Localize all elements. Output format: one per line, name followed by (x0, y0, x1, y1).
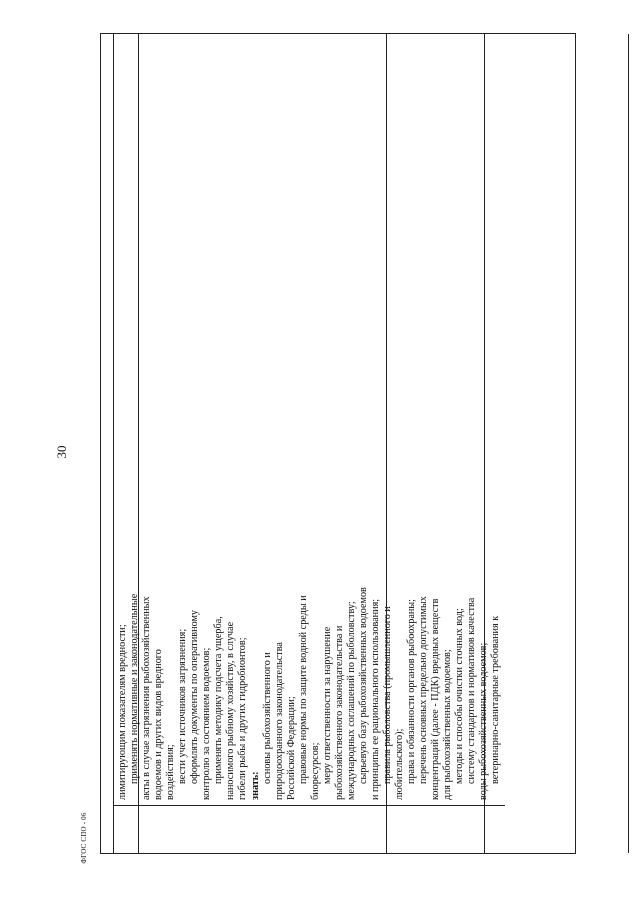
text-line: и принципы ее рационального использования; (369, 598, 381, 800)
standards-table (100, 33, 576, 854)
text-line: биоресурсов; (309, 742, 321, 800)
text-line: лимитирующим показателям вредности; (117, 624, 128, 800)
table-row-top-edge (101, 34, 114, 853)
text-line: контролю за состоянием водоемов; (201, 647, 213, 800)
text-line: природоохранного законодательства (273, 642, 285, 800)
text-line: водоемов и других видов вредного (153, 649, 165, 800)
page-number: 30 (54, 445, 69, 459)
text-line: систему стандартов и нормативов качества (466, 597, 478, 784)
table-cell-column-3 (139, 34, 387, 853)
text-line: любительского); (394, 728, 406, 800)
text-line: оформлять документы по оперативному (189, 609, 201, 784)
text-line: применять нормативные и законодательные (129, 593, 141, 784)
text-line: меру ответственности за нарушение (321, 626, 333, 784)
text-line: воды рыбохозяйственных водоемов; (478, 642, 490, 800)
text-line: акты в случае загрязнения рыбохозяйственных (141, 596, 153, 800)
text-line: гибели рыбы и других гидробионтов; (237, 637, 249, 800)
text-line: перечень основных предельно допустимых (418, 596, 430, 784)
text-line: методы и способы очистки сточных вод; (454, 608, 466, 784)
text-line: концентраций (далее - ПДК) вредных веществ (430, 598, 442, 800)
table-cell-column-5 (485, 34, 629, 853)
footer-code: ФГОС СПО - 06 (80, 812, 88, 864)
text-line: ветеринарно-санитарные требования к (490, 615, 502, 784)
table-cell-column-4 (387, 34, 485, 853)
text-line: международных соглашений по рыболовству; (345, 601, 357, 800)
text-line: сырьевую базу рыбохозяйственных водоемов (357, 587, 369, 784)
text-line: наносимого рыбному хозяйству, в случае (225, 621, 237, 800)
text-line: применять методику подсчета ущерба, (213, 616, 225, 784)
table-row-content (114, 34, 502, 853)
text-line: права и обязанности органов рыбоохраны; (406, 599, 418, 784)
text-line: Российской Федерации; (285, 696, 297, 800)
text-line: для рыбохозяйственных водоемов; (442, 649, 454, 800)
text-line: воздействия; (165, 744, 177, 800)
text-line: основы рыбохозяйственного и (261, 652, 273, 784)
text-line: правовые нормы по защите водной среды и (297, 595, 309, 784)
rotated-page-content (100, 33, 576, 854)
text-line: правила рыболовства (промышленного и (382, 606, 394, 784)
text-line: вести учет источников загрязнения; (177, 628, 189, 784)
text-line: рыбохозяйственного законодательства и (333, 625, 345, 800)
text-line: знать: (249, 771, 261, 800)
